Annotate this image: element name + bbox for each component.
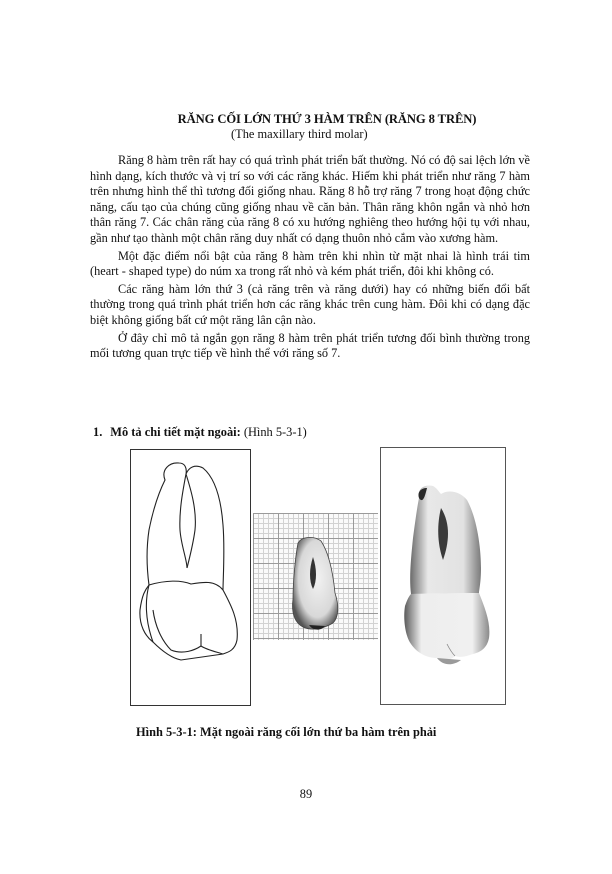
crown-cusps [153, 610, 223, 654]
page-number: 89 [299, 787, 313, 801]
section-figure-reference: (Hình 5-3-1) [243, 425, 307, 439]
paragraph: Ở đây chỉ mô tả ngắn gọn răng 8 hàm trên phát triển tương đối bình thường trong mối tương quan trực tiếp về hình thể với răng số 7. [90, 330, 530, 361]
tooth-photo [253, 513, 378, 640]
section-heading [93, 425, 307, 440]
figure-panel-line-drawing [130, 449, 251, 706]
page-subtitle: (The maxillary third molar) [231, 127, 368, 141]
figure-panel-shaded-illustration [380, 447, 506, 705]
figure-panel-photo-on-grid [253, 513, 378, 640]
section-heading-text: Mô tả chi tiết mặt ngoài: [110, 425, 241, 439]
page-title: RĂNG CỐI LỚN THỨ 3 HÀM TRÊN (RĂNG 8 TRÊN) [177, 112, 477, 126]
cervical-line [149, 581, 223, 590]
paragraph: Răng 8 hàm trên rất hay có quá trình phát triển bất thường. Nó có độ sai lệch lớn về hình dạng, kích thước và vị trí so với các răng khác. Hiếm khi phát triển như răng 7 hàm trên nhưng hình thể thì tương đối giống nhau. Răng 8 hỗ trợ răng 7 trong hoạt động chức năng, cấu tạo của chúng cũng giống nhau về căn bản. Thân răng khôn ngắn và nhỏ hơn thân răng 7. Các chân răng của răng 8 có xu hướng nghiêng theo hướng hội tụ với nhau, gần như tạo thành một chân răng duy nhất có dạng thuôn nhỏ cắm vào xương hàm. [90, 153, 530, 245]
figure-caption [136, 725, 436, 740]
root-groove [180, 474, 187, 568]
figure-caption-text: Mặt ngoài răng cối lớn thứ ba hàm trên phải [200, 725, 437, 739]
section-number: 1. [93, 425, 103, 439]
paragraph: Một đặc điểm nổi bật của răng 8 hàm trên khi nhìn từ mặt nhai là hình trái tim (heart - shaped type) do núm xa trong rất nhỏ và kém phát triển, đôi khi không có. [90, 248, 530, 279]
tooth-line-drawing [131, 450, 249, 704]
tooth-shaded-illustration [381, 448, 504, 703]
figure-caption-label: Hình 5-3-1: [136, 725, 197, 739]
paragraph: Các răng hàm lớn thứ 3 (cả răng trên và răng dưới) hay có những biến đổi bất thường trong quá trình phát triển hơn các răng khác trên cung hàm. Đôi khi có dạng đặc biệt không giống bất cứ một răng lân cận nào. [90, 281, 530, 327]
body-text [90, 153, 530, 362]
